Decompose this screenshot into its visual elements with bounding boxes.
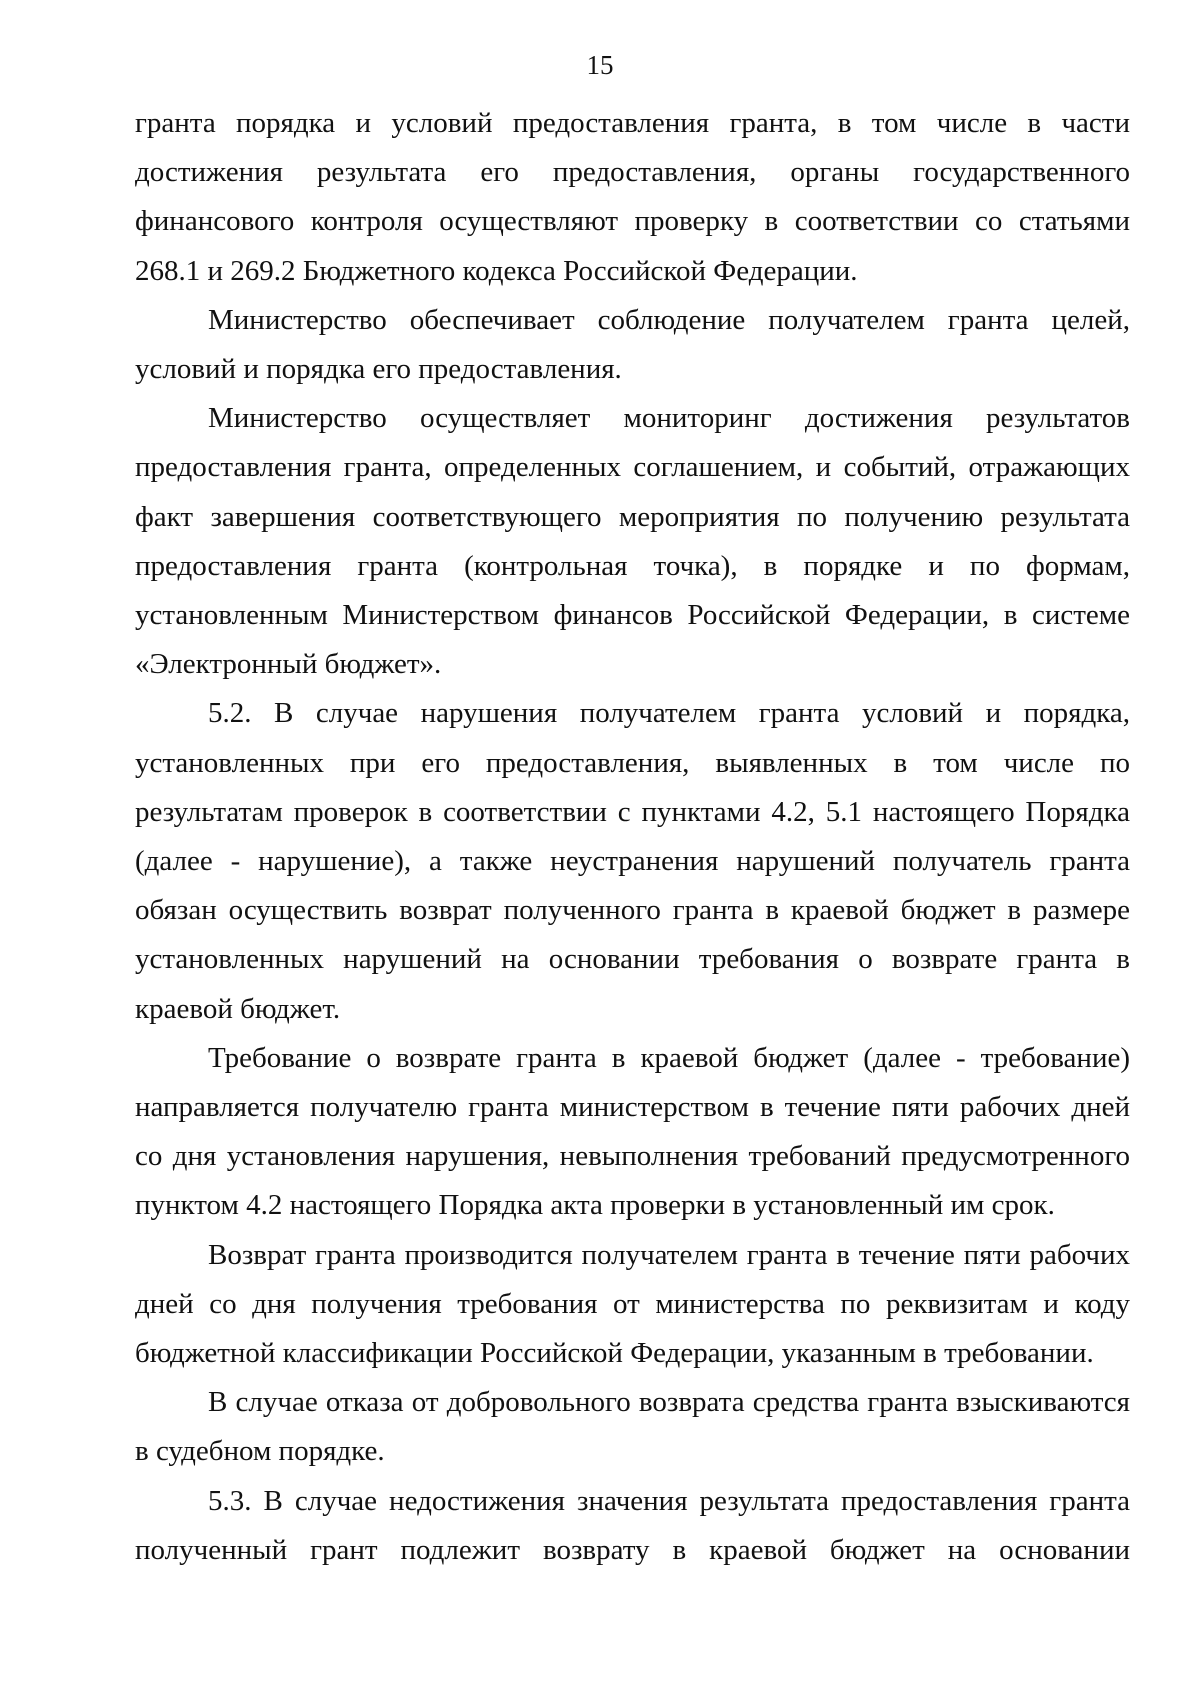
paragraph-audit-continuation: гранта порядка и условий предоставления гранта, в том числе в части достижения результата его предоставления, органы государственного финансового контроля осуществляют проверку в соответствии со статьями 268.1 и 269.2 Бюджетного кодекса Российской Федерации. bbox=[135, 107, 1130, 287]
paragraph-ministry-monitoring: Министерство осуществляет мониторинг достижения результатов предоставления гранта, определенных соглашением, и событий, отражающих факт завершения соответствующего мероприятия по получению результата предоставления гранта (контрольная точка), в порядке и по формам, установленным Министерством финансов Российской Федерации, в системе «Электронный бюджет». bbox=[135, 402, 1130, 681]
paragraph-court-recovery: В случае отказа от добровольного возврата средства гранта взыскиваются в судебном порядке. bbox=[135, 1386, 1130, 1468]
paragraph-grant-return: Возврат гранта производится получателем гранта в течение пяти рабочих дней со дня получения требования от министерства по реквизитам и коду бюджетной классификации Российской Федерации, указанным в требовании. bbox=[135, 1238, 1130, 1370]
body-text bbox=[135, 99, 1130, 1575]
page-number: 15 bbox=[586, 50, 614, 80]
paragraph-5-3-nonachievement: 5.3. В случае недостижения значения результата предоставления гранта полученный грант подлежит возврату в краевой бюджет на основании bbox=[135, 1484, 1130, 1566]
paragraph-return-demand: Требование о возврате гранта в краевой бюджет (далее - требование) направляется получателю гранта министерством в течение пяти рабочих дней со дня установления нарушения, невыполнения требований предусмотренного пунктом 4.2 настоящего Порядка акта проверки в установленный им срок. bbox=[135, 1041, 1130, 1222]
paragraph-ministry-ensures: Министерство обеспечивает соблюдение получателем гранта целей, условий и порядка его предоставления. bbox=[135, 303, 1130, 386]
paragraph-5-2-violation: 5.2. В случае нарушения получателем гранта условий и порядка, установленных при его предоставления, выявленных в том числе по результатам проверок в соответствии с пунктами 4.2, 5.1 настоящего Порядка (далее - нарушение), а также неустранения нарушений получатель гранта обязан осуществить возврат полученного гранта в краевой бюджет в размере установленных нарушений на основании требования о возврате гранта в краевой бюджет. bbox=[135, 697, 1130, 1025]
